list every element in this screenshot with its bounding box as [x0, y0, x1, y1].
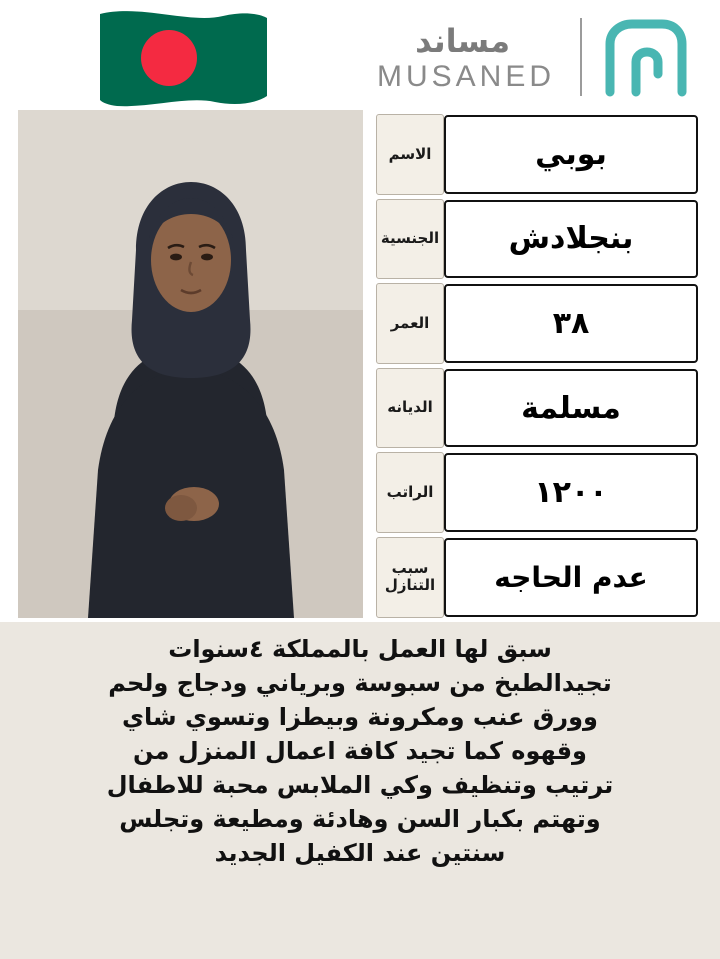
description-line: ترتيب وتنظيف وكي الملابس محبة للاطفال	[106, 771, 614, 800]
info-label-nationality: الجنسية	[376, 199, 444, 280]
info-label-name: الاسم	[376, 114, 444, 195]
info-label-waiver-reason: سبب التنازل	[376, 537, 444, 618]
description-line: تجيدالطبخ من سبوسة وبرياني ودجاج ولحم	[108, 669, 612, 698]
info-table	[376, 112, 704, 620]
info-label-salary: الراتب	[376, 452, 444, 533]
info-value-nationality: بنجلادش	[444, 200, 698, 279]
musaned-house-icon	[596, 14, 692, 100]
table-row	[376, 197, 704, 282]
description-line: وتهتم بكبار السن وهادئة ومطيعة وتجلس	[119, 805, 601, 834]
info-label-religion: الديانه	[376, 368, 444, 449]
logo-divider	[580, 18, 582, 96]
table-row	[376, 366, 704, 451]
table-row	[376, 535, 704, 620]
musaned-logo	[376, 10, 710, 106]
table-row	[376, 281, 704, 366]
info-value-age: ٣٨	[444, 284, 698, 363]
description-line: وقهوه كما تجيد كافة اعمال المنزل من	[133, 737, 587, 766]
musaned-latin-text: MUSANED	[376, 60, 555, 93]
musaned-arabic-text: مساند	[415, 22, 510, 60]
info-value-religion: مسلمة	[444, 369, 698, 448]
info-value-waiver-reason: عدم الحاجه	[444, 538, 698, 617]
table-row	[376, 112, 704, 197]
bangladesh-flag-icon	[95, 8, 270, 112]
description-line: وورق عنب ومكرونة وبيطزا وتسوي شاي	[122, 703, 598, 732]
description-line: سبق لها العمل بالمملكة ٤سنوات	[168, 635, 552, 663]
info-value-salary: ١٢٠٠	[444, 453, 698, 532]
table-row	[376, 450, 704, 535]
description-line: سنتين عند الكفيل الجديد	[214, 839, 506, 868]
info-label-age: العمر	[376, 283, 444, 364]
info-value-name: بوبي	[444, 115, 698, 194]
applicant-photo	[18, 110, 363, 618]
description-section	[0, 622, 720, 959]
